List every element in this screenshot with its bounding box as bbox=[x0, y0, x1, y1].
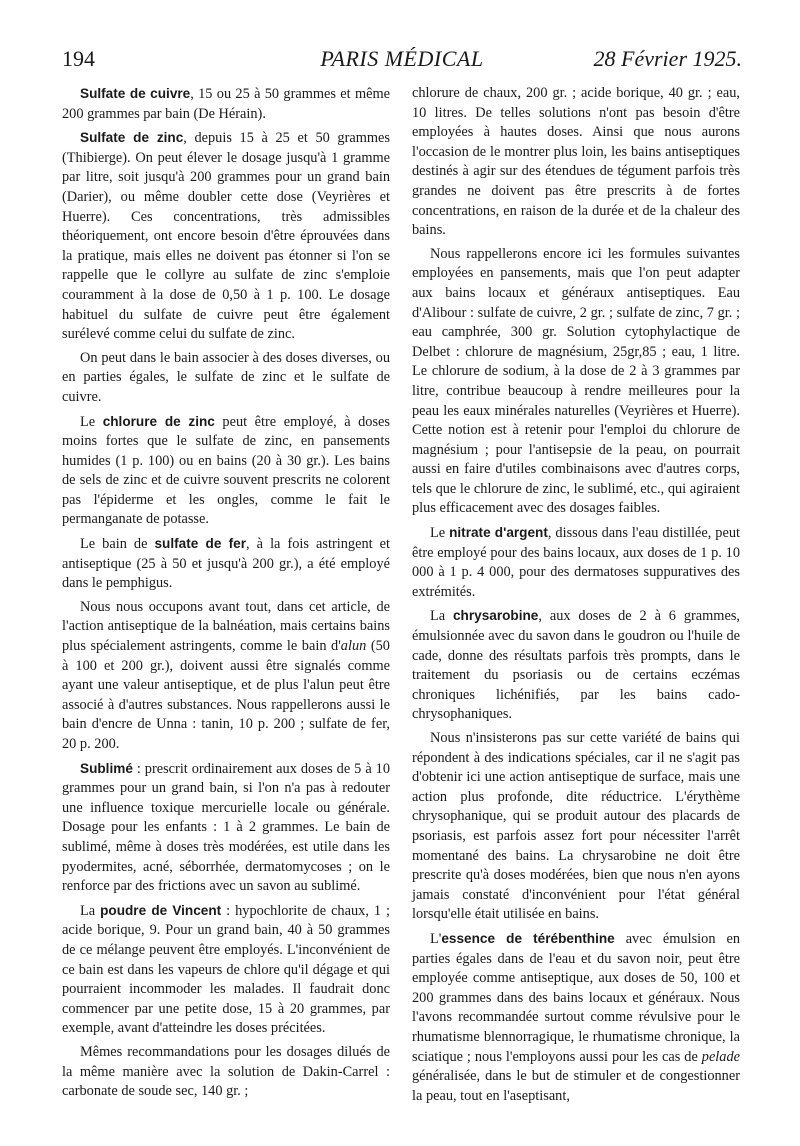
text-run: Mêmes recommandations pour les dosages dilués de la même manière avec la solution de Dakin-Carrel : carbonate de soude sec, 140 gr. ; bbox=[62, 1043, 390, 1100]
paragraph bbox=[412, 729, 740, 925]
text-run: Le bbox=[80, 413, 103, 430]
running-header bbox=[62, 44, 742, 74]
paragraph bbox=[412, 929, 740, 1106]
text-run: : prescrit ordinairement aux doses de 5 à 10 grammes pour un grand bain, si l'on n'a pas à redouter une influence toxique mercurielle locale ou générale. Dosage pour les enfants : 1 à 2 grammes. Le bain de sublimé, même à doses très modérées, est utile dans les pyodermites, acné, séborrhée, dermatomycoses ; on le renforce par des frictions avec un savon au sublimé. bbox=[62, 760, 390, 895]
paragraph bbox=[412, 84, 740, 241]
text-run: Nous rappellerons encore ici les formules suivantes employées en pansements, mais que l'on peut adapter aux bains locaux et généraux antiseptiques. Eau d'Alibour : sulfate de cuivre, 2 gr. ; sulfate de zinc, 7 gr. ; eau camphrée, 300 gr. Solution cytophylactique de Delbet : chlorure de magnésium, 25gr,85 ; eau, 1 litre. Le chlorure de sodium, à la dose de 2 à 3 grammes par litre, contribue beaucoup à rendre meilleures pour la peau les eaux minérales naturelles (Veyrières et Huerre). Cette notion est à retenir pour l'emploi du chlorure de magnésium ; pour l'antisepsie de la peau, on pourrait aussi en faire d'utiles combinaisons avec d'autres corps, tels que le chlorure de zinc, le sublimé, etc., qui agiraient plus efficacement avec des dosages faibles. bbox=[412, 245, 740, 517]
bold-term: essence de térébenthine bbox=[441, 930, 615, 946]
paragraph bbox=[412, 245, 740, 519]
text-run: , aux doses de 2 à 6 grammes, émulsionnée avec du savon dans le goudron ou l'huile de cade, donne des résultats parfois très prompts, dans le traitement du psoriasis ou de certains eczémas chroniques lichénifiés, par les bains cado-chrysophaniques. bbox=[412, 608, 741, 723]
text-run: On peut dans le bain associer à des doses diverses, ou en parties égales, le sulfate de zinc et le sulfate de cuivre. bbox=[62, 349, 390, 405]
paragraph bbox=[62, 349, 390, 408]
paragraph bbox=[62, 759, 390, 897]
italic-term: pelade bbox=[701, 1048, 740, 1065]
bold-term: nitrate d'argent bbox=[449, 525, 548, 541]
paragraph bbox=[412, 606, 740, 725]
bold-term: poudre de Vincent bbox=[100, 902, 222, 918]
paragraph bbox=[62, 534, 390, 594]
right-column bbox=[412, 84, 740, 1110]
text-run: , dissous dans l'eau distillée, peut être employé pour des bains locaux, aux doses de 1 p. 10 000 à 1 p. 4 000, pour des dermatoses suppuratives des extrémités. bbox=[412, 525, 740, 600]
bold-term: Sulfate de cuivre bbox=[80, 86, 191, 101]
text-run: , 15 ou 25 à 50 grammes et même 200 grammes par bain (De Hérain). bbox=[62, 86, 390, 122]
paragraph bbox=[62, 901, 390, 1039]
paragraph bbox=[62, 1043, 390, 1102]
text-run: chlorure de chaux, 200 gr. ; acide borique, 40 gr. ; eau, 10 litres. De telles solutions n'ont pas besoin d'être employées à hautes doses. Ainsi que nous aurons l'occasion de le montrer plus loin, les bains antiseptiques destinés à agir sur des étendues de tégument parfois très grandes ne doivent pas être prescrits à de fortes concentrations, en raison de la durée et de la chaleur des bains. bbox=[412, 85, 740, 239]
bold-term: chlorure de zinc bbox=[102, 413, 215, 429]
text-run: généralisée, dans le but de stimuler et de congestionner la peau, tout en l'aseptisant, bbox=[412, 1068, 740, 1104]
text-run: , depuis 15 à 25 et 50 grammes (Thibierge). On peut élever le dosage jusqu'à 1 gramme par litre, soit jusqu'à 200 grammes pour un grand bain (Darier), ou même doubler cette dose (Veyrières et Huerre). Ces concentrations, très admissibles théoriquement, ont encore besoin d'être éprouvées dans la pratique, mais elles ne doivent pas étonner si l'on se rappelle que le collyre au sulfate de zinc s'emploie couramment à la dose de 0,50 à 1 p. 100. Le dosage habituel du sulfate de cuivre peut être également surélevé comme celui du sulfate de zinc. bbox=[62, 130, 390, 343]
paragraph bbox=[412, 523, 740, 602]
paragraph bbox=[62, 84, 390, 124]
text-run: La bbox=[430, 608, 453, 625]
text-run: Le bain de bbox=[80, 536, 155, 553]
text-run: La bbox=[80, 902, 101, 919]
bold-term: Sulfate de zinc bbox=[80, 130, 184, 146]
italic-term: alun bbox=[340, 638, 367, 655]
text-run: (50 à 100 et 200 gr.), doivent aussi être signalés comme ayant une valeur antiseptique, et de plus l'alun peut être associé à d'autres substances. Nous rappellerons aussi le bain d'encre de Unna : tanin, 10 p. 200 ; sulfate de fer, 20 p. 200. bbox=[62, 638, 390, 752]
text-run: , à la fois astringent et antiseptique (25 à 50 et jusqu'à 200 gr.), a été employé dans le pemphigus. bbox=[62, 536, 390, 592]
text-run: Nous n'insisterons pas sur cette variété de bains qui répondent à des indications spéciales, car il ne s'agit pas d'obtenir ici une action antiseptique de surface, mais une action plus profonde, dite réductrice. L'érythème chrysophanique, qui se produit autour des placards de psoriasis, est parfois assez fort pour nécessiter l'arrêt momentané des bains. La chrysarobine ne doit être prescrite qu'à doses modérées, bien que nous n'en ayons jamais constaté d'inconvénient pour l'état général lorsqu'elle était utilisée en bains. bbox=[412, 730, 740, 923]
text-run: avec émulsion en parties égales dans de l'eau et du savon noir, peut être employée comme antiseptique, aux doses de 50, 100 et 200 grammes dans des bains locaux et généraux. Nous l'avons recommandée surtout comme révulsive pour le rhumatisme blennorragique, le rhumatisme chronique, la sciatique ; nous l'employons aussi pour les cas de bbox=[412, 930, 740, 1065]
paragraph bbox=[62, 598, 390, 755]
bold-term: sulfate de fer bbox=[154, 536, 247, 552]
journal-title: PARIS MÉDICAL bbox=[320, 46, 484, 71]
text-run: : hypochlorite de chaux, 1 ; acide borique, 9. Pour un grand bain, 40 à 50 grammes de ce mélange peuvent être employés. L'inconvénient de ce bain est dans les vapeurs de chlore qu'il dégage et qui pourraient incommoder les malades. Il faudrait donc commencer par une petite dose, 15 à 20 grammes, par exemple, avant d'atteindre les doses précitées. bbox=[62, 902, 390, 1037]
text-run: Nous nous occupons avant tout, dans cet article, de l'action antiseptique de la balnéation, mais certains bains plus spécialement astringents, comme le bain d' bbox=[62, 598, 390, 655]
issue-date: 28 Février 1925. bbox=[593, 46, 742, 71]
text-run: peut être employé, à doses moins fortes que le sulfate de zinc, en pansements humides (1 p. 100) ou en bains (20 à 30 gr.). Les bains de sels de zinc et de cuivre souvent prescrits ne colorent pas l'épiderme et les ongles, comme le fait le permanganate de potasse. bbox=[62, 413, 391, 528]
bold-term: chrysarobine bbox=[453, 608, 539, 624]
paragraph bbox=[62, 128, 390, 345]
bold-term: Sublimé bbox=[80, 760, 133, 776]
text-run: L' bbox=[430, 930, 442, 947]
left-column bbox=[62, 84, 390, 1106]
paragraph bbox=[62, 412, 390, 531]
text-run: Le bbox=[430, 525, 450, 542]
page-number: 194 bbox=[62, 46, 95, 71]
